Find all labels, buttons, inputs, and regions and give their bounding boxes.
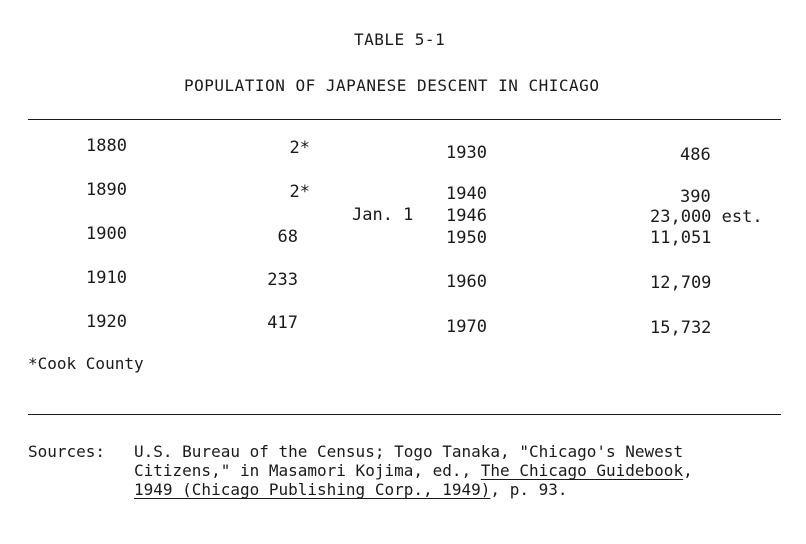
sources-line-2 [134, 461, 693, 480]
sources-line-3 [134, 480, 567, 499]
left-year-1920: 1920 [86, 312, 127, 332]
right-year-1946: 1946 [446, 206, 487, 226]
right-value-1946: 23,000 est. [650, 207, 763, 227]
sources-label: Sources: [28, 442, 106, 461]
right-value-1930: 486 [680, 145, 711, 165]
top-rule [28, 119, 781, 120]
left-value-1910: 233 [267, 270, 298, 290]
book-title: The Chicago Guidebook [480, 461, 684, 480]
right-value-1950: 11,051 [650, 228, 712, 248]
sources-text [134, 442, 693, 499]
table-label: TABLE 5-1 [354, 30, 446, 49]
left-year-1890: 1890 [86, 180, 127, 200]
sources-line-3-pre: 1949 (Chicago Publishing Corp., 1949) [134, 480, 491, 499]
jan-1-label: Jan. 1 [352, 205, 414, 225]
table-title: POPULATION OF JAPANESE DESCENT IN CHICAGO [184, 76, 600, 95]
right-value-1940: 390 [680, 187, 711, 207]
left-value-1900: 68 [277, 227, 298, 247]
left-year-1880: 1880 [86, 136, 127, 156]
right-year-1960: 1960 [446, 272, 487, 292]
right-year-1930: 1930 [446, 143, 487, 163]
right-year-1950: 1950 [446, 228, 487, 248]
sources-line-2-pre: Citizens," in Masamori Kojima, ed., [134, 461, 481, 480]
left-value-1920: 417 [267, 313, 298, 333]
footnote: *Cook County [28, 354, 144, 373]
sources-line-3-post: , p. 93. [490, 480, 568, 499]
right-value-1970: 15,732 [650, 318, 712, 338]
right-value-1960: 12,709 [650, 273, 712, 293]
left-year-1910: 1910 [86, 268, 127, 288]
sources-line-2-post: , [683, 461, 693, 480]
bottom-rule [28, 414, 781, 415]
left-year-1900: 1900 [86, 224, 127, 244]
left-value-1890: 2* [289, 182, 310, 202]
sources-line-1: U.S. Bureau of the Census; Togo Tanaka, "Chicago's Newest [134, 442, 684, 461]
left-value-1880: 2* [289, 138, 310, 158]
right-year-1940: 1940 [446, 184, 487, 204]
right-year-1970: 1970 [446, 317, 487, 337]
